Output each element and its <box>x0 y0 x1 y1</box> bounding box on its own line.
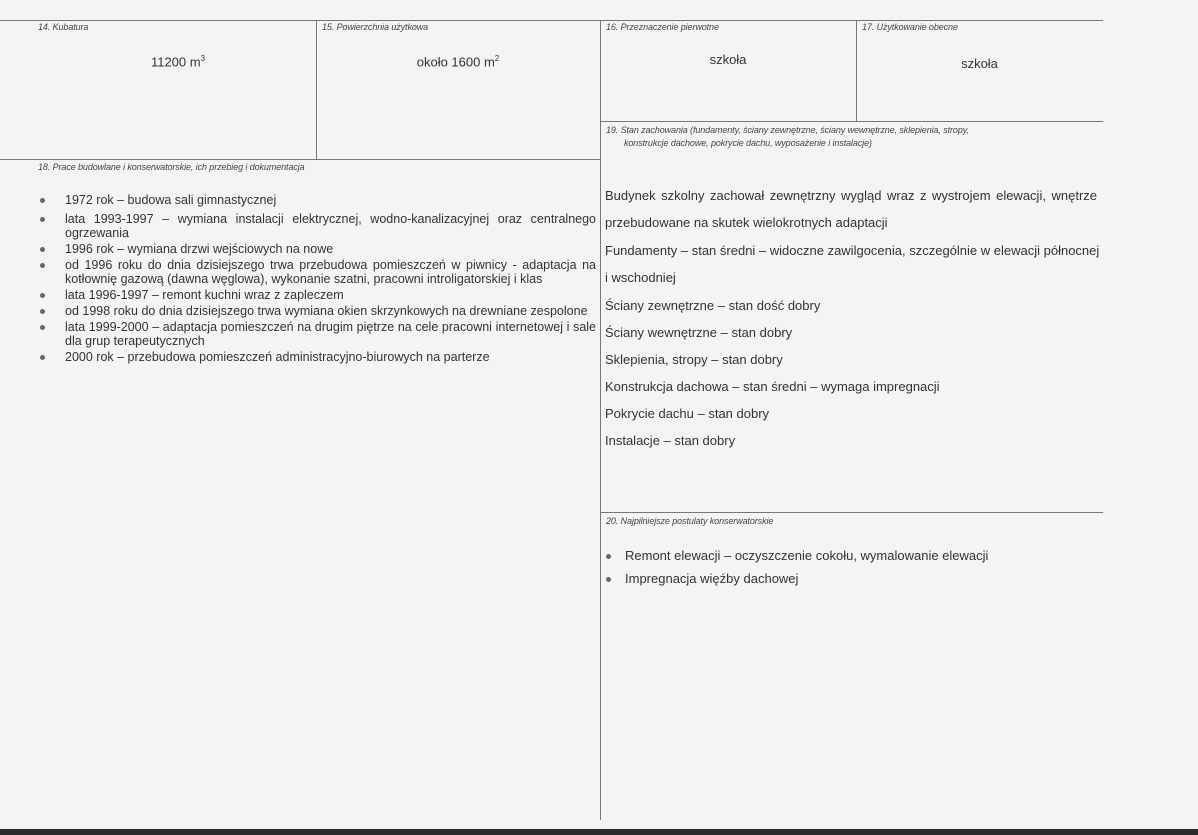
field-14-value: 11200 $m^3$ <box>150 54 206 70</box>
list-item: lata 1996-1997 – remont kuchni wraz z zapleczem <box>38 288 596 302</box>
field-20-label: 20. Najpilniejsze postulaty konserwatorskie <box>606 516 774 526</box>
list-item: Impregnacja więźby dachowej <box>604 572 1098 586</box>
field-19-label-line1: 19. Stan zachowania (fundamenty, ściany zewnętrzne, ściany wewnętrzne, sklepienia, stropy, <box>606 125 969 135</box>
field-16-label: 16. Przeznaczenie pierwotne <box>606 22 719 32</box>
bullet-icon <box>40 263 45 268</box>
divider-14-15 <box>316 20 317 159</box>
bullet-icon <box>40 325 45 330</box>
bullet-icon <box>40 217 45 222</box>
bullet-icon <box>40 355 45 360</box>
bullet-icon <box>40 293 45 298</box>
bullet-icon <box>40 198 45 203</box>
field-19-line: Konstrukcja dachowa – stan średni – wymaga impregnacji <box>605 379 940 394</box>
list-item: od 1998 roku do dnia dzisiejszego trwa wymiana okien skrzynkowych na drewniane zespolone <box>38 304 596 318</box>
list-item: lata 1993-1997 – wymiana instalacji elektrycznej, wodno-kanalizacyjnej oraz centralnego ogrzewania <box>38 212 596 240</box>
field-19-line: Pokrycie dachu – stan dobry <box>605 406 770 421</box>
list-item: 1996 rok – wymiana drzwi wejściowych na nowe <box>38 242 596 256</box>
field-19-line: Ściany zewnętrzne – stan dość dobry <box>605 298 821 313</box>
field-17-value: szkoła <box>961 56 998 71</box>
field-16-value: szkoła <box>709 52 747 67</box>
field-19-line: przebudowane na skutek wielokrotnych adaptacji <box>605 215 888 230</box>
bullet-icon <box>40 309 45 314</box>
field-14-label: 14. Kubatura <box>38 22 89 32</box>
top-rule <box>0 20 1103 21</box>
list-item: lata 1999-2000 – adaptacja pomieszczeń na drugim piętrze na cele pracowni internetowej i sale dla grup terapeutycznych <box>38 320 596 348</box>
bullet-icon <box>40 247 45 252</box>
field-19-line: Instalacje – stan dobry <box>605 433 736 448</box>
row-rule-left <box>0 159 600 160</box>
field-15-value: około 1600 $m^2$ <box>416 54 500 70</box>
list-item: 1972 rok – budowa sali gimnastycznej <box>38 193 596 207</box>
main-column-divider <box>600 20 601 820</box>
field-19-line: Ściany wewnętrzne – stan dobry <box>605 325 793 340</box>
field-19-line: Sklepienia, stropy – stan dobry <box>605 352 783 367</box>
field-19-line: Fundamenty – stan średni – widoczne zawilgocenia, szczególnie w elewacji północnej <box>605 243 1100 258</box>
field-20-list <box>604 549 1098 586</box>
list-item: 2000 rok – przebudowa pomieszczeń administracyjno-biurowych na parterze <box>38 350 596 364</box>
scan-bottom-edge <box>0 829 1198 835</box>
field-18-list <box>38 193 596 364</box>
field-19-line: Budynek szkolny zachował zewnętrzny wygląd wraz z wystrojem elewacji, wnętrze <box>605 188 1097 203</box>
field-15-label: 15. Powierzchnia użytkowa <box>322 22 429 32</box>
list-item: od 1996 roku do dnia dzisiejszego trwa przebudowa pomieszczeń w piwnicy - adaptacja na kotłownię gazową (dawna węglowa), wykonanie szatni, pracowni introligatorskiej i klas <box>38 258 596 286</box>
list-item: Remont elewacji – oczyszczenie cokołu, wymalowanie elewacji <box>604 549 1098 563</box>
field-19-label-line2: konstrukcje dachowe, pokrycie dachu, wyposażenie i instalacje) <box>624 138 872 148</box>
bullet-icon <box>606 577 611 582</box>
field-19-line: i wschodniej <box>605 270 676 285</box>
row-rule-right <box>600 121 1103 122</box>
section-20-rule <box>600 512 1103 513</box>
field-18-label: 18. Prace budowlane i konserwatorskie, ich przebieg i dokumentacja <box>38 162 305 172</box>
field-17-label: 17. Użytkowanie obecne <box>862 22 958 32</box>
bullet-icon <box>606 554 611 559</box>
